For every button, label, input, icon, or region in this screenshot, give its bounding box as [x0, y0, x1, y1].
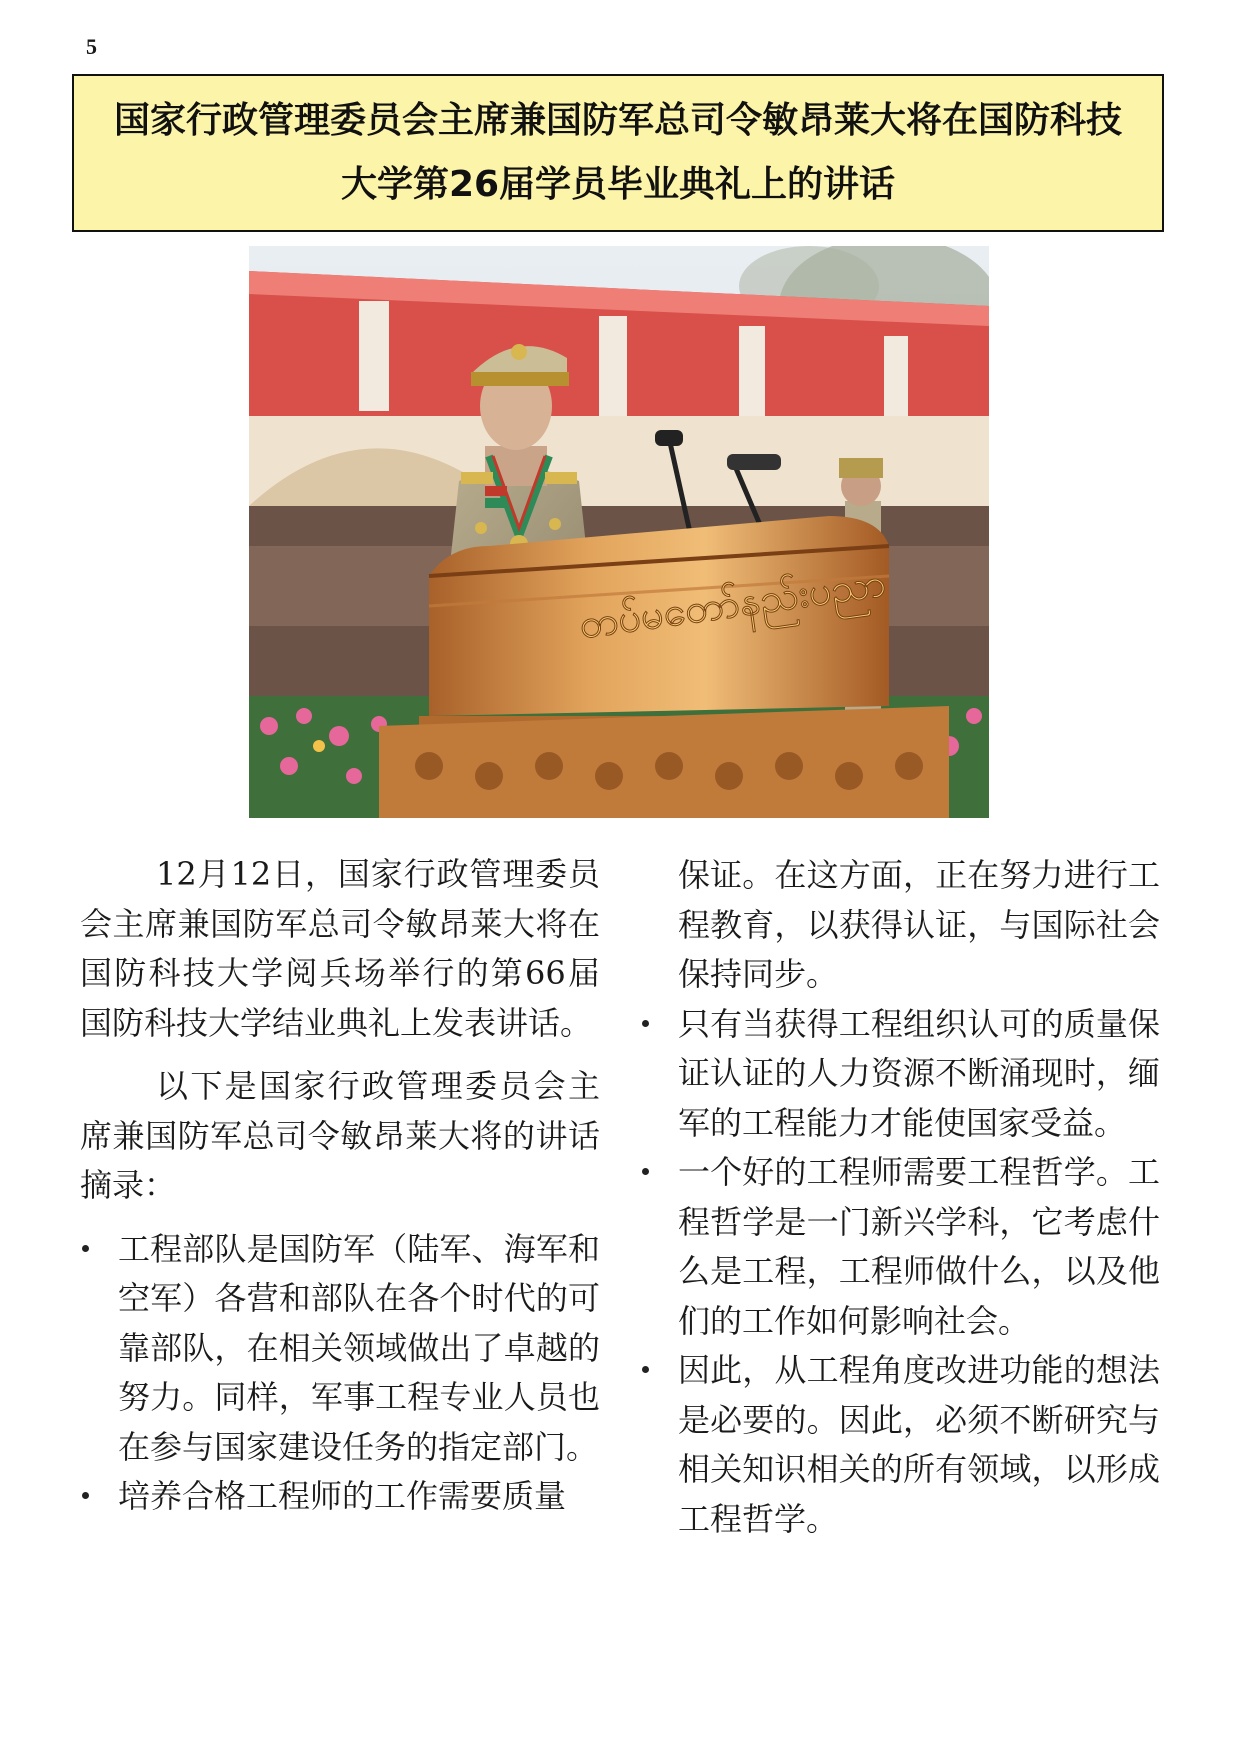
- list-item: 因此，从工程角度改进功能的想法是必要的。因此，必须不断研究与相关知识相关的所有领域，以形成工程哲学。: [640, 1346, 1160, 1544]
- bullet-icon: [642, 1020, 649, 1027]
- photo-speaker-at-podium: [249, 246, 989, 818]
- lead-paragraph: 以下是国家行政管理委员会主席兼国防军总司令敏昂莱大将的讲话摘录：: [80, 1067, 600, 1204]
- intro-paragraph: 12月12日，国家行政管理委员会主席兼国防军总司令敏昂莱大将在国防科技大学阅兵场举行的第66届国防科技大学结业典礼上发表讲话。: [80, 855, 600, 1042]
- page-number: 5: [86, 34, 97, 59]
- bullet-icon: [642, 1366, 649, 1373]
- bullet-icon: [642, 1168, 649, 1175]
- bullet-icon: [82, 1492, 89, 1499]
- page-title: [114, 89, 1122, 217]
- list-item: 工程部队是国防军（陆军、海军和空军）各营和部队在各个时代的可靠部队，在相关领域做出了卓越的努力。同样，军事工程专业人员也在参与国家建设任务的指定部门。: [80, 1225, 600, 1473]
- title-line-2: 大学第26届学员毕业典礼上的讲话: [340, 164, 896, 205]
- article-column-right: [640, 851, 1160, 1544]
- lectern-inscription: တပ်မတော်နည်းပညာ: [576, 559, 889, 649]
- list-item: 培养合格工程师的工作需要质量: [80, 1472, 600, 1522]
- bullet-icon: [82, 1245, 89, 1252]
- bullet-list-left: [80, 1225, 600, 1522]
- continued-text: 保证。在这方面，正在努力进行工程教育，以获得认证，与国际社会保持同步。: [678, 856, 1160, 993]
- bullet-list-right: [640, 1000, 1160, 1545]
- list-item: 一个好的工程师需要工程哲学。工程哲学是一门新兴学科，它考虑什么是工程，工程师做什么，以及他们的工作如何影响社会。: [640, 1148, 1160, 1346]
- list-item: 只有当获得工程组织认可的质量保证认证的人力资源不断涌现时，缅军的工程能力才能使国家受益。: [640, 1000, 1160, 1149]
- title-box: [72, 74, 1164, 232]
- article-column-left: [80, 850, 600, 1522]
- title-line-1: 国家行政管理委员会主席兼国防军总司令敏昂莱大将在国防科技: [113, 100, 1122, 141]
